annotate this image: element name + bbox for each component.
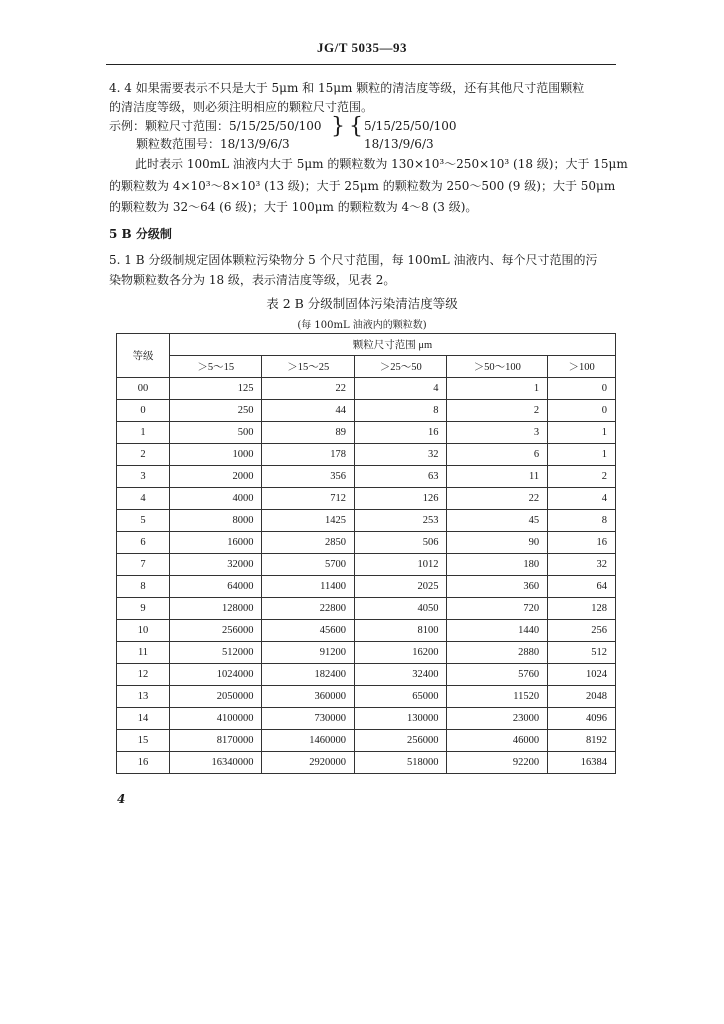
count-cell: 22800 (262, 598, 354, 620)
count-cell: 518000 (354, 752, 446, 774)
table-row (117, 444, 616, 466)
count-cell: 23000 (447, 708, 548, 730)
count-cell: 8192 (548, 730, 616, 752)
count-cell: 4000 (170, 488, 262, 510)
table-row (117, 466, 616, 488)
count-cell: 128000 (170, 598, 262, 620)
grade-cell: 8 (117, 576, 170, 598)
count-cell: 4 (354, 378, 446, 400)
table-caption: 表 2 B 分级制固体污染清洁度等级 (266, 296, 458, 311)
table-row (117, 576, 616, 598)
count-cell: 8170000 (170, 730, 262, 752)
count-cell: 64000 (170, 576, 262, 598)
count-cell: 720 (447, 598, 548, 620)
explanation-line-2: 的颗粒数为 4×10³～8×10³ (13 级)；大于 25μm 的颗粒数为 250～500 (9 级)；大于 50μm (109, 179, 616, 193)
column-header: ＞25～50 (354, 356, 446, 378)
count-cell: 8 (354, 400, 446, 422)
grade-cell: 7 (117, 554, 170, 576)
count-cell: 512 (548, 642, 616, 664)
count-cell: 11520 (447, 686, 548, 708)
count-cell: 4 (548, 488, 616, 510)
grade-cell: 11 (117, 642, 170, 664)
count-cell: 360 (447, 576, 548, 598)
column-header: ＞50～100 (447, 356, 548, 378)
count-cell: 45600 (262, 620, 354, 642)
count-cell: 91200 (262, 642, 354, 664)
table-subcaption: (每 100mL 油液内的颗粒数) (297, 320, 427, 331)
count-cell: 130000 (354, 708, 446, 730)
count-cell: 4096 (548, 708, 616, 730)
size-range-header-row (117, 356, 616, 378)
count-cell: 8000 (170, 510, 262, 532)
count-cell: 2000 (170, 466, 262, 488)
table-row (117, 510, 616, 532)
grade-cell: 5 (117, 510, 170, 532)
section-5-1-line-2: 染物颗粒数各分为 18 级，表示清洁度等级，见表 2。 (109, 273, 396, 287)
count-cell: 1 (548, 422, 616, 444)
count-cell: 65000 (354, 686, 446, 708)
count-cell: 16340000 (170, 752, 262, 774)
table-row (117, 378, 616, 400)
grade-cell: 9 (117, 598, 170, 620)
grade-cell: 14 (117, 708, 170, 730)
example-line-1-right: 5/15/25/50/100 (364, 119, 457, 133)
count-cell: 253 (354, 510, 446, 532)
header-rule (106, 64, 616, 65)
count-cell: 16 (354, 422, 446, 444)
particle-size-group-header: 颗粒尺寸范围 μm (170, 334, 616, 356)
count-cell: 180 (447, 554, 548, 576)
count-cell: 32400 (354, 664, 446, 686)
count-cell: 712 (262, 488, 354, 510)
example-line-2-right: 18/13/9/6/3 (364, 137, 434, 151)
count-cell: 2048 (548, 686, 616, 708)
count-cell: 128 (548, 598, 616, 620)
count-cell: 1425 (262, 510, 354, 532)
count-cell: 11400 (262, 576, 354, 598)
column-header: ＞100 (548, 356, 616, 378)
count-cell: 506 (354, 532, 446, 554)
count-cell: 89 (262, 422, 354, 444)
count-cell: 32000 (170, 554, 262, 576)
table-row (117, 400, 616, 422)
count-cell: 2025 (354, 576, 446, 598)
grade-cell: 4 (117, 488, 170, 510)
count-cell: 2 (548, 466, 616, 488)
count-cell: 730000 (262, 708, 354, 730)
count-cell: 44 (262, 400, 354, 422)
grade-cell: 16 (117, 752, 170, 774)
count-cell: 182400 (262, 664, 354, 686)
table-row (117, 488, 616, 510)
right-brace: { (349, 114, 363, 139)
count-cell: 1000 (170, 444, 262, 466)
count-cell: 256 (548, 620, 616, 642)
column-header: ＞5～15 (170, 356, 262, 378)
table-row (117, 598, 616, 620)
count-cell: 45 (447, 510, 548, 532)
count-cell: 1024 (548, 664, 616, 686)
count-cell: 2050000 (170, 686, 262, 708)
count-cell: 1012 (354, 554, 446, 576)
count-cell: 92200 (447, 752, 548, 774)
count-cell: 2920000 (262, 752, 354, 774)
table-row (117, 554, 616, 576)
count-cell: 0 (548, 378, 616, 400)
left-brace: } (331, 114, 345, 139)
grade-cell: 2 (117, 444, 170, 466)
table-row (117, 642, 616, 664)
cleanliness-grade-table (116, 333, 616, 774)
table-row (117, 532, 616, 554)
count-cell: 1024000 (170, 664, 262, 686)
grade-cell: 00 (117, 378, 170, 400)
count-cell: 360000 (262, 686, 354, 708)
section-5-1-line-1: 5. 1 B 分级制规定固体颗粒污染物分 5 个尺寸范围，每 100mL 油液内、每个尺寸范围的污 (109, 253, 598, 267)
count-cell: 16384 (548, 752, 616, 774)
count-cell: 256000 (354, 730, 446, 752)
count-cell: 90 (447, 532, 548, 554)
example-line-1-left: 示例：颗粒尺寸范围：5/15/25/50/100 (109, 119, 322, 133)
count-cell: 4050 (354, 598, 446, 620)
page-number: 4 (117, 792, 126, 806)
count-cell: 11 (447, 466, 548, 488)
count-cell: 1 (548, 444, 616, 466)
count-cell: 64 (548, 576, 616, 598)
count-cell: 250 (170, 400, 262, 422)
count-cell: 1 (447, 378, 548, 400)
count-cell: 512000 (170, 642, 262, 664)
table-row (117, 730, 616, 752)
count-cell: 2850 (262, 532, 354, 554)
table-row (117, 664, 616, 686)
explanation-line-3: 的颗粒数为 32～64 (6 级)；大于 100μm 的颗粒数为 4～8 (3 级)。 (109, 200, 478, 214)
count-cell: 16200 (354, 642, 446, 664)
count-cell: 356 (262, 466, 354, 488)
document-code-header: JG/T 5035—93 (317, 40, 407, 55)
count-cell: 6 (447, 444, 548, 466)
explanation-line-1: 此时表示 100mL 油液内大于 5μm 的颗粒数为 130×10³～250×10³ (18 级)；大于 15μm (135, 157, 628, 171)
section-5-heading: 5 B 分级制 (109, 227, 172, 241)
grade-cell: 12 (117, 664, 170, 686)
count-cell: 8100 (354, 620, 446, 642)
count-cell: 5700 (262, 554, 354, 576)
count-cell: 22 (262, 378, 354, 400)
count-cell: 32 (354, 444, 446, 466)
grade-cell: 1 (117, 422, 170, 444)
grade-cell: 3 (117, 466, 170, 488)
count-cell: 126 (354, 488, 446, 510)
count-cell: 500 (170, 422, 262, 444)
count-cell: 22 (447, 488, 548, 510)
count-cell: 32 (548, 554, 616, 576)
table-row (117, 620, 616, 642)
section-4-4-line-1: 4. 4 如果需要表示不只是大于 5μm 和 15μm 颗粒的清洁度等级，还有其他尺寸范围颗粒 (109, 81, 585, 95)
count-cell: 3 (447, 422, 548, 444)
grade-cell: 0 (117, 400, 170, 422)
count-cell: 2 (447, 400, 548, 422)
example-line-2-left: 颗粒数范围号：18/13/9/6/3 (136, 137, 290, 151)
count-cell: 8 (548, 510, 616, 532)
count-cell: 256000 (170, 620, 262, 642)
count-cell: 46000 (447, 730, 548, 752)
grade-cell: 6 (117, 532, 170, 554)
table-row (117, 708, 616, 730)
count-cell: 125 (170, 378, 262, 400)
count-cell: 1460000 (262, 730, 354, 752)
count-cell: 5760 (447, 664, 548, 686)
count-cell: 16 (548, 532, 616, 554)
section-4-4-line-2: 的清洁度等级，则必须注明相应的颗粒尺寸范围。 (109, 100, 374, 114)
count-cell: 0 (548, 400, 616, 422)
table-row (117, 752, 616, 774)
count-cell: 1440 (447, 620, 548, 642)
count-cell: 2880 (447, 642, 548, 664)
table-row (117, 422, 616, 444)
count-cell: 16000 (170, 532, 262, 554)
grade-cell: 13 (117, 686, 170, 708)
grade-header: 等级 (117, 334, 170, 378)
table-row (117, 686, 616, 708)
grade-cell: 15 (117, 730, 170, 752)
count-cell: 63 (354, 466, 446, 488)
count-cell: 4100000 (170, 708, 262, 730)
grade-cell: 10 (117, 620, 170, 642)
count-cell: 178 (262, 444, 354, 466)
column-header: ＞15～25 (262, 356, 354, 378)
